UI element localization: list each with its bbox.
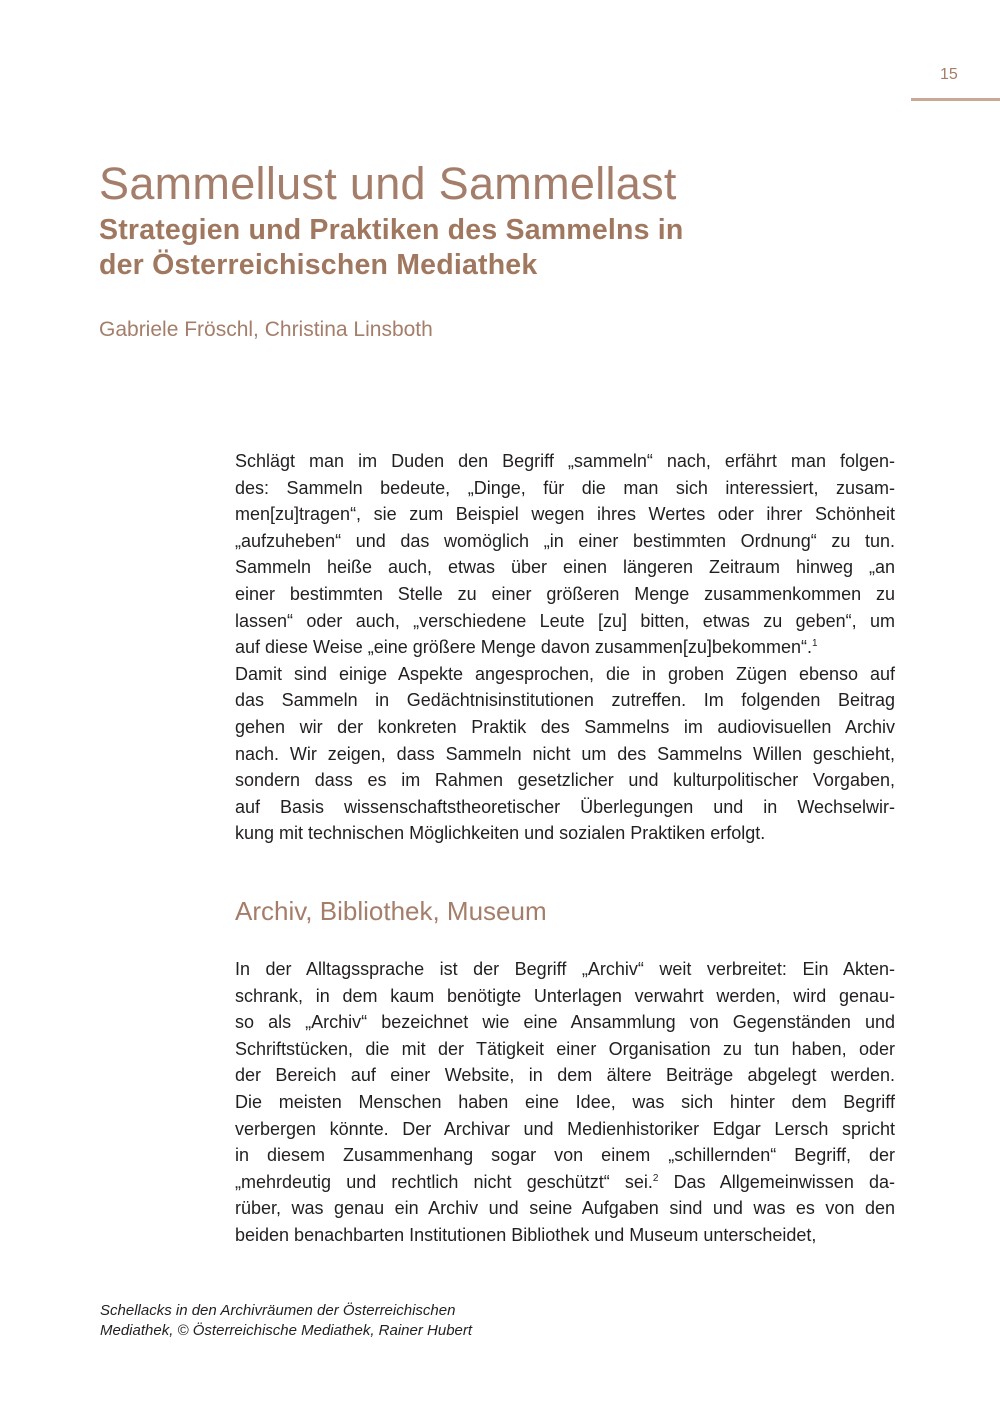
text-line	[235, 1062, 895, 1089]
text-line	[235, 714, 895, 741]
authors: Gabriele Fröschl, Christina Linsboth	[99, 318, 433, 341]
text-line	[235, 956, 895, 983]
line-text: schrank, in dem kaum benötigte Unterlagen verwahrt werden, wird genau-	[235, 985, 895, 1006]
line-text: das Sammeln in Gedächtnisinstitutionen zutreffen. Im folgenden Beitrag	[235, 690, 895, 711]
text-line	[235, 983, 895, 1010]
text-line	[235, 608, 895, 635]
line-text: beiden benachbarten Institutionen Bibliothek und Museum unterscheidet,	[235, 1224, 817, 1245]
line-text: In der Alltagssprache ist der Begriff „Archiv“ weit verbreitet: Ein Akten-	[235, 959, 895, 979]
line-text: gehen wir der konkreten Praktik des Sammelns im audiovisuellen Archiv	[235, 716, 895, 737]
footnote-marker[interactable]: 2	[652, 1172, 659, 1184]
line-text: men[zu]tragen“, sie zum Beispiel wegen ihres Wertes oder ihrer Schönheit	[235, 504, 895, 525]
line-text: kung mit technischen Möglichkeiten und sozialen Praktiken erfolgt.	[235, 823, 766, 844]
line-text: „mehrdeutig und rechtlich nicht geschützt“ sei.	[235, 1171, 653, 1192]
text-line	[235, 501, 895, 528]
line-text: verbergen könnte. Der Archivar und Medienhistoriker Edgar Lersch spricht	[235, 1118, 895, 1139]
text-line	[235, 634, 895, 661]
footnote-marker[interactable]: 1	[811, 638, 818, 650]
text-line	[235, 528, 895, 555]
section-heading: Archiv, Bibliothek, Museum	[235, 896, 547, 926]
text-line	[235, 767, 895, 794]
text-line	[235, 741, 895, 768]
line-text: des: Sammeln bedeute, „Dinge, für die man sich interessiert, zusam-	[235, 477, 895, 498]
line-text: einer bestimmten Stelle zu einer größeren Menge zusammenkommen zu	[235, 583, 895, 604]
text-line	[235, 1142, 895, 1169]
line-text: so als „Archiv“ bezeichnet wie eine Ansammlung von Gegenständen und	[235, 1012, 895, 1033]
article-title: Sammellust und Sammellast	[99, 158, 677, 209]
subtitle-line: der Österreichischen Mediathek	[99, 249, 538, 281]
text-line	[235, 820, 895, 847]
text-line	[235, 1116, 895, 1143]
image-caption	[100, 1301, 472, 1341]
line-text: in diesem Zusammenhang sogar von einem „schillernden“ Begriff, der	[235, 1145, 895, 1166]
text-line	[235, 687, 895, 714]
text-line	[235, 554, 895, 581]
text-line	[235, 1169, 895, 1196]
intro-paragraph	[235, 448, 895, 847]
text-line	[235, 1195, 895, 1222]
line-text: Die meisten Menschen haben eine Idee, was sich hinter dem Begriff	[235, 1091, 895, 1112]
line-text: Schlägt man im Duden den Begriff „sammeln“ nach, erfährt man folgen-	[235, 451, 895, 471]
line-text: der Bereich auf einer Website, in dem ältere Beiträge abgelegt werden.	[235, 1065, 895, 1086]
line-text: Schriftstücken, die mit der Tätigkeit einer Organisation zu tun haben, oder	[235, 1038, 895, 1059]
line-text: Sammeln heiße auch, etwas über einen längeren Zeitraum hinweg „an	[235, 557, 895, 578]
text-line	[235, 794, 895, 821]
line-text: Damit sind einige Aspekte angesprochen, die in groben Zügen ebenso auf	[235, 663, 895, 684]
line-text: auf diese Weise „eine größere Menge davon zusammen[zu]bekommen“.	[235, 637, 812, 658]
page-number: 15	[940, 66, 958, 83]
subtitle-line: Strategien und Praktiken des Sammelns in	[99, 214, 684, 246]
text-line	[235, 1089, 895, 1116]
caption-line: Mediathek, © Österreichische Mediathek, Rainer Hubert	[100, 1322, 473, 1339]
line-text: sondern dass es im Rahmen gesetzlicher und kulturpolitischer Vorgaben,	[235, 770, 895, 791]
line-text: rüber, was genau ein Archiv und seine Aufgaben sind und was es von den	[235, 1198, 895, 1219]
caption-line: Schellacks in den Archivräumen der Österreichischen	[100, 1302, 456, 1319]
text-line	[235, 1222, 895, 1249]
text-line	[235, 475, 895, 502]
page-number-rule	[911, 98, 1000, 101]
line-text: „aufzuheben“ und das womöglich „in einer bestimmten Ordnung“ zu tun.	[235, 530, 895, 551]
text-line	[235, 1009, 895, 1036]
line-text: lassen“ oder auch, „verschiedene Leute [zu] bitten, etwas zu geben“, um	[235, 610, 895, 631]
text-line	[235, 581, 895, 608]
text-line	[235, 448, 895, 475]
line-text: auf Basis wissenschaftstheoretischer Überlegungen und in Wechselwir-	[235, 796, 895, 817]
article-subtitle	[99, 213, 684, 283]
text-line	[235, 661, 895, 688]
text-line	[235, 1036, 895, 1063]
line-text: Das Allgemeinwissen da-	[658, 1171, 895, 1192]
section-paragraph	[235, 956, 895, 1249]
line-text: nach. Wir zeigen, dass Sammeln nicht um des Sammelns Willen geschieht,	[235, 743, 895, 764]
